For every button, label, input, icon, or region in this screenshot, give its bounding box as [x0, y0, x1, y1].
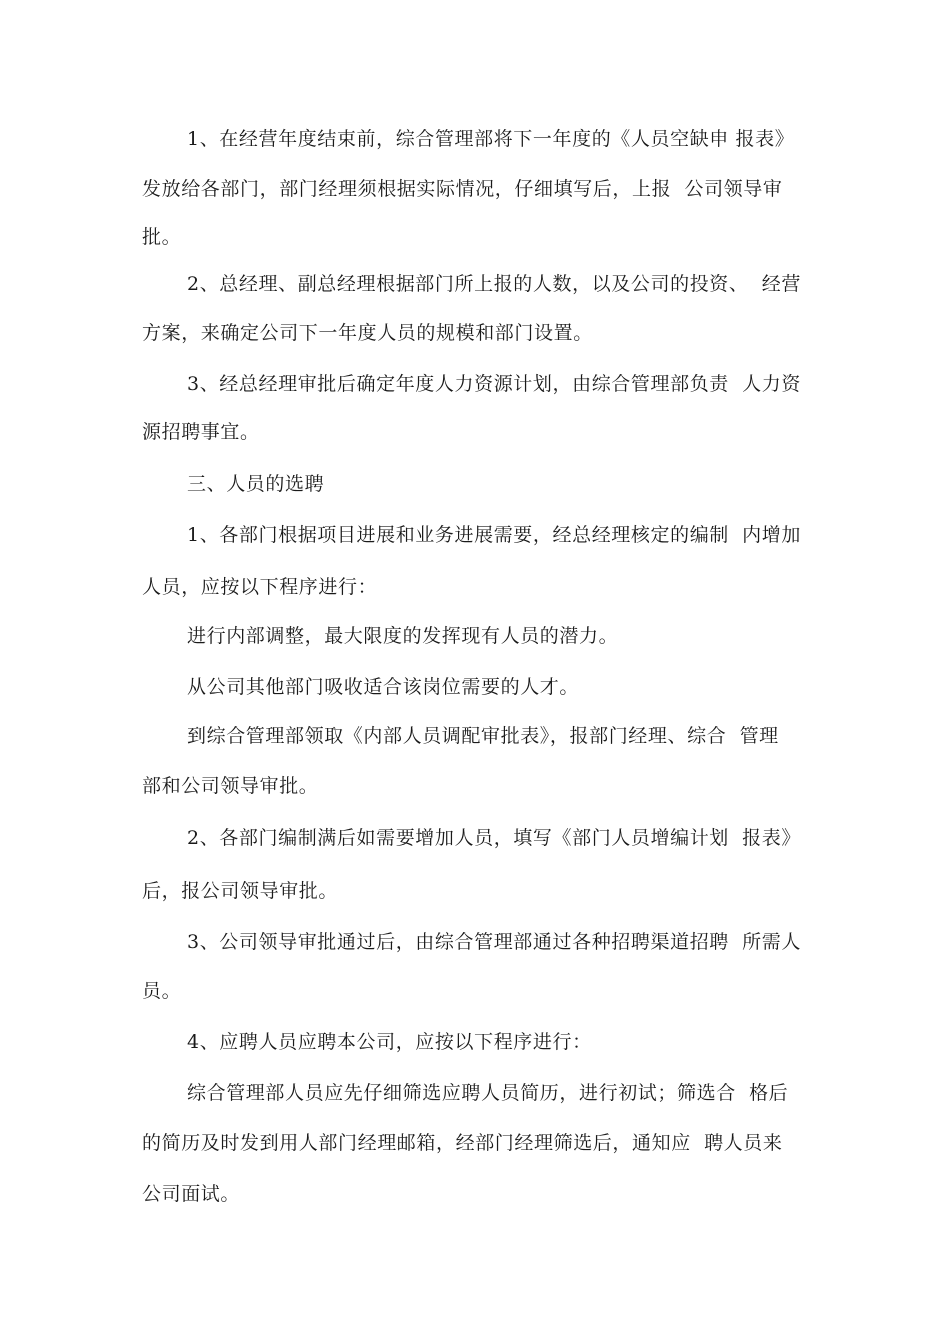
- text-line: 源招聘事宜。: [142, 421, 260, 443]
- text-line: 2、各部门编制满后如需要增加人员，填写《部门人员增编计划 报表》: [187, 827, 801, 849]
- text-line: 人员，应按以下程序进行：: [142, 576, 378, 598]
- text-line: 到综合管理部领取《内部人员调配审批表》，报部门经理、综合 管理: [187, 725, 779, 747]
- text-line: 3、经总经理审批后确定年度人力资源计划，由综合管理部负责 人力资: [187, 373, 801, 395]
- text-line: 的简历及时发到用人部门经理邮箱，经部门经理筛选后，通知应 聘人员来: [142, 1132, 783, 1154]
- text-line: 1、各部门根据项目进展和业务进展需要，经总经理核定的编制 内增加: [187, 524, 801, 546]
- text-line: 1、在经营年度结束前，综合管理部将下一年度的《人员空缺申 报表》: [187, 128, 795, 150]
- section-heading: 三、人员的选聘: [187, 473, 325, 495]
- text-line: 员。: [142, 980, 182, 1002]
- text-line: 方案，来确定公司下一年度人员的规模和部门设置。: [142, 322, 593, 344]
- text-line: 从公司其他部门吸收适合该岗位需要的人才。: [187, 676, 580, 698]
- text-line: 2、总经理、副总经理根据部门所上报的人数，以及公司的投资、 经营: [187, 273, 801, 295]
- text-line: 部和公司领导审批。: [142, 775, 319, 797]
- text-line: 后，报公司领导审批。: [142, 880, 339, 902]
- text-line: 4、应聘人员应聘本公司，应按以下程序进行：: [187, 1031, 592, 1053]
- text-line: 3、公司领导审批通过后，由综合管理部通过各种招聘渠道招聘 所需人: [187, 931, 801, 953]
- text-line: 发放给各部门，部门经理须根据实际情况，仔细填写后，上报 公司领导审: [142, 178, 783, 200]
- text-line: 批。: [142, 226, 182, 248]
- text-line: 进行内部调整，最大限度的发挥现有人员的潜力。: [187, 625, 619, 647]
- text-line: 综合管理部人员应先仔细筛选应聘人员简历，进行初试；筛选合 格后: [187, 1082, 789, 1104]
- text-line: 公司面试。: [142, 1183, 241, 1205]
